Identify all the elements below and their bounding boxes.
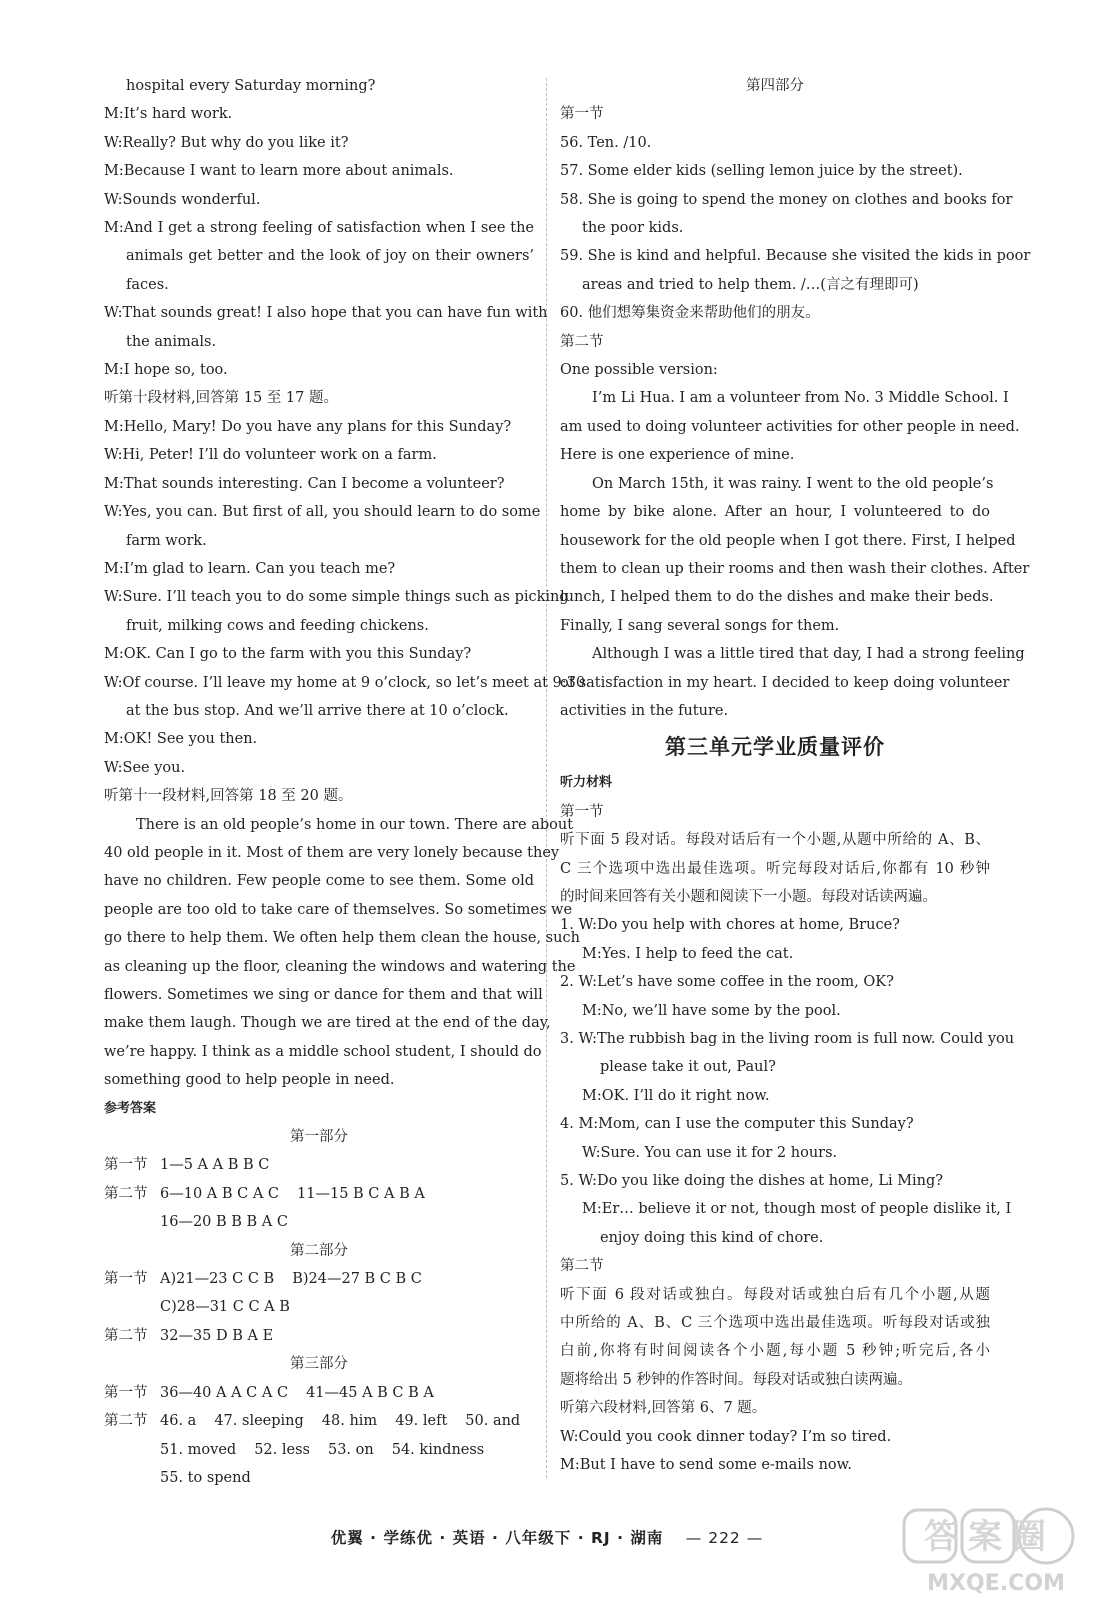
text-line: home by bike alone. After an hour, I volunteered to do <box>560 504 990 521</box>
text-line: 第四部分 <box>746 78 804 94</box>
text-line: M:But I have to send some e-mails now. <box>560 1457 852 1474</box>
text-line: go there to help them. We often help them clean the house, such <box>104 930 580 947</box>
text-line: M:OK. Can I go to the farm with you this Sunday? <box>104 646 472 663</box>
text-line: M:No, we’ll have some by the pool. <box>582 1002 841 1019</box>
text-line: 第一节 <box>560 803 604 820</box>
text-line: 第二节 <box>560 1258 604 1275</box>
text-line: 听力材料 <box>560 775 613 791</box>
text-line: 5. W:Do you like doing the dishes at home, Li Ming? <box>560 1173 944 1190</box>
text-line: W:Sure. I’ll teach you to do some simple things such as picking <box>104 589 569 606</box>
text-line: W:Sounds wonderful. <box>104 191 261 208</box>
answer-item: 11—15 B C A B A <box>297 1185 425 1202</box>
text-line: I’m Li Hua. I am a volunteer from No. 3 Middle School. I <box>592 390 1009 407</box>
section-label <box>104 1436 160 1464</box>
text-line: M:That sounds interesting. Can I become a volunteer? <box>104 475 505 492</box>
text-line: 60. 他们想筹集资金来帮助他们的朋友。 <box>560 305 820 322</box>
answer-item: 36—40 A A C A C <box>160 1384 289 1401</box>
text-line: 题将给出 5 秒钟的作答时间。每段对话或独白读两遍。 <box>560 1371 912 1388</box>
right-text-block <box>560 72 1031 725</box>
text-line: 听第十段材料,回答第 15 至 17 题。 <box>104 390 338 407</box>
watermark-logo <box>896 1504 1088 1596</box>
answer-item: 49. left <box>395 1413 448 1430</box>
text-line: 听下面 5 段对话。每段对话后有一个小题,从题中所给的 A、B、 <box>560 832 990 849</box>
column-divider <box>546 78 547 1478</box>
text-line: the animals. <box>126 333 217 350</box>
text-line: C 三个选项中选出最佳选项。听完每段对话后,你都有 10 秒钟 <box>560 860 990 877</box>
text-line: M:Hello, Mary! Do you have any plans for this Sunday? <box>104 418 512 435</box>
listening-material-block <box>560 769 1015 1479</box>
text-line: M:I hope so, too. <box>104 362 228 379</box>
text-line: W:See you. <box>104 759 186 776</box>
watermark-text: 答案圈 <box>924 1517 1056 1557</box>
answer-item: 53. on <box>327 1441 374 1458</box>
page-number: — 222 — <box>685 1529 764 1547</box>
section-label <box>104 1208 160 1236</box>
answers-part-3 <box>104 1379 534 1493</box>
answer-row <box>104 1436 534 1464</box>
text-line: at the bus stop. And we’ll arrive there at 10 o’clock. <box>126 702 509 719</box>
text-line: 第一节 <box>560 106 604 123</box>
footer-book-title: 优翼 · 学练优 · 英语 · 八年级下 · RJ · 湖南 <box>330 1529 664 1547</box>
section-label <box>104 1464 160 1492</box>
answer-row <box>104 1208 534 1236</box>
text-line: lunch, I helped them to do the dishes and make their beds. <box>560 589 994 606</box>
text-line: of satisfaction in my heart. I decided to keep doing volunteer <box>560 674 1010 691</box>
text-line: farm work. <box>126 532 207 549</box>
text-line: 59. She is kind and helpful. Because she visited the kids in poor <box>560 248 1031 265</box>
text-line: 听下面 6 段对话或独白。每段对话或独白后有几个小题,从题 <box>560 1286 990 1303</box>
text-line: 40 old people in it. Most of them are very lonely because they <box>104 844 560 861</box>
text-line: W:That sounds great! I also hope that you can have fun with <box>104 305 548 322</box>
text-line: we’re happy. I think as a middle school student, I should do <box>104 1043 542 1060</box>
watermark-url: MXQE.COM <box>927 1571 1065 1596</box>
part3-title: 第三部分 <box>290 1356 348 1373</box>
text-line: housework for the old people when I got there. First, I helped <box>560 532 1016 549</box>
answer-row <box>104 1265 534 1293</box>
text-line: M:I’m glad to learn. Can you teach me? <box>104 560 396 577</box>
answer-row <box>104 1293 534 1321</box>
text-line: W:Of course. I’ll leave my home at 9 o’clock, so let’s meet at 9:30 <box>104 674 586 691</box>
text-line: 56. Ten. /10. <box>560 134 652 151</box>
answer-item: 51. moved <box>160 1441 237 1458</box>
answer-item: C)28—31 C C A B <box>160 1299 290 1316</box>
text-line: areas and tried to help them. /…(言之有理即可) <box>582 276 919 293</box>
answer-row <box>104 1407 534 1435</box>
answers-part-2 <box>104 1265 534 1350</box>
text-line: W:Hi, Peter! I’ll do volunteer work on a farm. <box>104 447 437 464</box>
text-line: 4. M:Mom, can I use the computer this Sunday? <box>560 1116 914 1133</box>
text-line: M:Yes. I help to feed the cat. <box>582 945 794 962</box>
text-line: hospital every Saturday morning? <box>126 78 376 94</box>
text-line: W:Could you cook dinner today? I’m so tired. <box>560 1428 892 1445</box>
answer-item: 16—20 B B B A C <box>160 1214 288 1231</box>
section-label: 第一节 <box>104 1384 148 1401</box>
section-label: 第二节 <box>104 1185 148 1202</box>
text-line: On March 15th, it was rainy. I went to the old people’s <box>592 475 994 492</box>
text-line: Here is one experience of mine. <box>560 447 795 464</box>
answer-item: A)21—23 C C B <box>160 1271 275 1288</box>
text-line: 1. W:Do you help with chores at home, Bruce? <box>560 917 900 934</box>
section-label: 第一节 <box>104 1271 148 1288</box>
answer-item: 50. and <box>465 1413 521 1430</box>
text-line: have no children. Few people come to see them. Some old <box>104 873 534 890</box>
section-label: 第一节 <box>104 1157 148 1174</box>
text-line: make them laugh. Though we are tired at the end of the day, <box>104 1015 551 1032</box>
answer-item: 47. sleeping <box>214 1413 304 1430</box>
text-line: the poor kids. <box>582 220 684 237</box>
answer-item: 52. less <box>254 1441 310 1458</box>
text-line: 58. She is going to spend the money on clothes and books for <box>560 191 1013 208</box>
right-column <box>560 72 1031 1480</box>
answer-item: 41—45 A B C B A <box>306 1384 434 1401</box>
answer-item: 1—5 A A B B C <box>160 1157 270 1174</box>
answer-item: 32—35 D B A E <box>160 1327 274 1344</box>
page-footer <box>0 1526 1094 1548</box>
section-label: 第二节 <box>104 1327 148 1344</box>
answer-item: 6—10 A B C A C <box>160 1185 280 1202</box>
answer-row <box>104 1180 534 1208</box>
text-line: them to clean up their rooms and then wash their clothes. After <box>560 560 1030 577</box>
text-line: 的时间来回答有关小题和阅读下一小题。每段对话读两遍。 <box>560 888 937 905</box>
text-line: am used to doing volunteer activities for other people in need. <box>560 418 1020 435</box>
text-line: M:And I get a strong feeling of satisfaction when I see the <box>104 220 534 237</box>
text-line: animals get better and the look of joy on their owners’ <box>126 248 534 265</box>
text-line: 中所给的 A、B、C 三个选项中选出最佳选项。听每段对话或独 <box>560 1315 990 1332</box>
text-line: please take it out, Paul? <box>600 1059 776 1076</box>
text-line: One possible version: <box>560 362 718 379</box>
text-line: W:Yes, you can. But first of all, you should learn to do some <box>104 504 541 521</box>
answer-row <box>104 1151 534 1179</box>
section-label <box>104 1293 160 1321</box>
text-line: as cleaning up the floor, cleaning the windows and watering the <box>104 958 576 975</box>
text-line: Although I was a little tired that day, I had a strong feeling <box>592 646 1025 663</box>
text-line: M:Because I want to learn more about animals. <box>104 163 454 180</box>
answer-item: B)24—27 B C B C <box>292 1271 422 1288</box>
text-line: W:Really? But why do you like it? <box>104 134 349 151</box>
text-line: 第一部分 <box>290 1129 348 1146</box>
answer-row <box>104 1379 534 1407</box>
text-line: W:Sure. You can use it for 2 hours. <box>582 1144 838 1161</box>
text-line: something good to help people in need. <box>104 1072 395 1089</box>
text-line: Finally, I sang several songs for them. <box>560 617 840 634</box>
text-line: There is an old people’s home in our town. There are about <box>136 816 574 833</box>
text-line: 听第十一段材料,回答第 18 至 20 题。 <box>104 788 353 805</box>
text-line: 听第六段材料,回答第 6、7 题。 <box>560 1400 767 1417</box>
text-line: 参考答案 <box>104 1100 157 1116</box>
answer-item: 48. him <box>321 1413 378 1430</box>
text-line: 白前,你将有时间阅读各个小题,每小题 5 秒钟;听完后,各小 <box>560 1343 990 1360</box>
unit-title: 第三单元学业质量评价 <box>665 735 885 760</box>
text-line: 第二节 <box>560 333 604 350</box>
text-line: M:Er… believe it or not, though most of people dislike it, I <box>582 1201 1012 1218</box>
answer-row <box>104 1464 534 1492</box>
answer-item: 54. kindness <box>391 1441 485 1458</box>
part2-title: 第二部分 <box>290 1242 348 1259</box>
text-line: people are too old to take care of themselves. So sometimes we <box>104 901 573 918</box>
section-label: 第二节 <box>104 1413 148 1430</box>
text-line: M:It’s hard work. <box>104 106 233 123</box>
text-line: flowers. Sometimes we sing or dance for them and that will <box>104 987 543 1003</box>
text-line: M:OK! See you then. <box>104 731 258 748</box>
answers-part-1 <box>104 1151 534 1236</box>
text-line: faces. <box>126 276 169 293</box>
text-line: 57. Some elder kids (selling lemon juice by the street). <box>560 163 963 180</box>
answer-item: 46. a <box>160 1413 197 1430</box>
answer-item: 55. to spend <box>160 1469 251 1486</box>
answer-row <box>104 1322 534 1350</box>
text-line: 3. W:The rubbish bag in the living room is full now. Could you <box>560 1031 1015 1047</box>
text-line: 2. W:Let’s have some coffee in the room, OK? <box>560 974 894 991</box>
left-column <box>104 72 586 1492</box>
text-line: fruit, milking cows and feeding chickens. <box>126 617 429 634</box>
text-line: M:OK. I’ll do it right now. <box>582 1087 770 1104</box>
text-line: activities in the future. <box>560 702 729 719</box>
text-line: enjoy doing this kind of chore. <box>600 1229 824 1246</box>
